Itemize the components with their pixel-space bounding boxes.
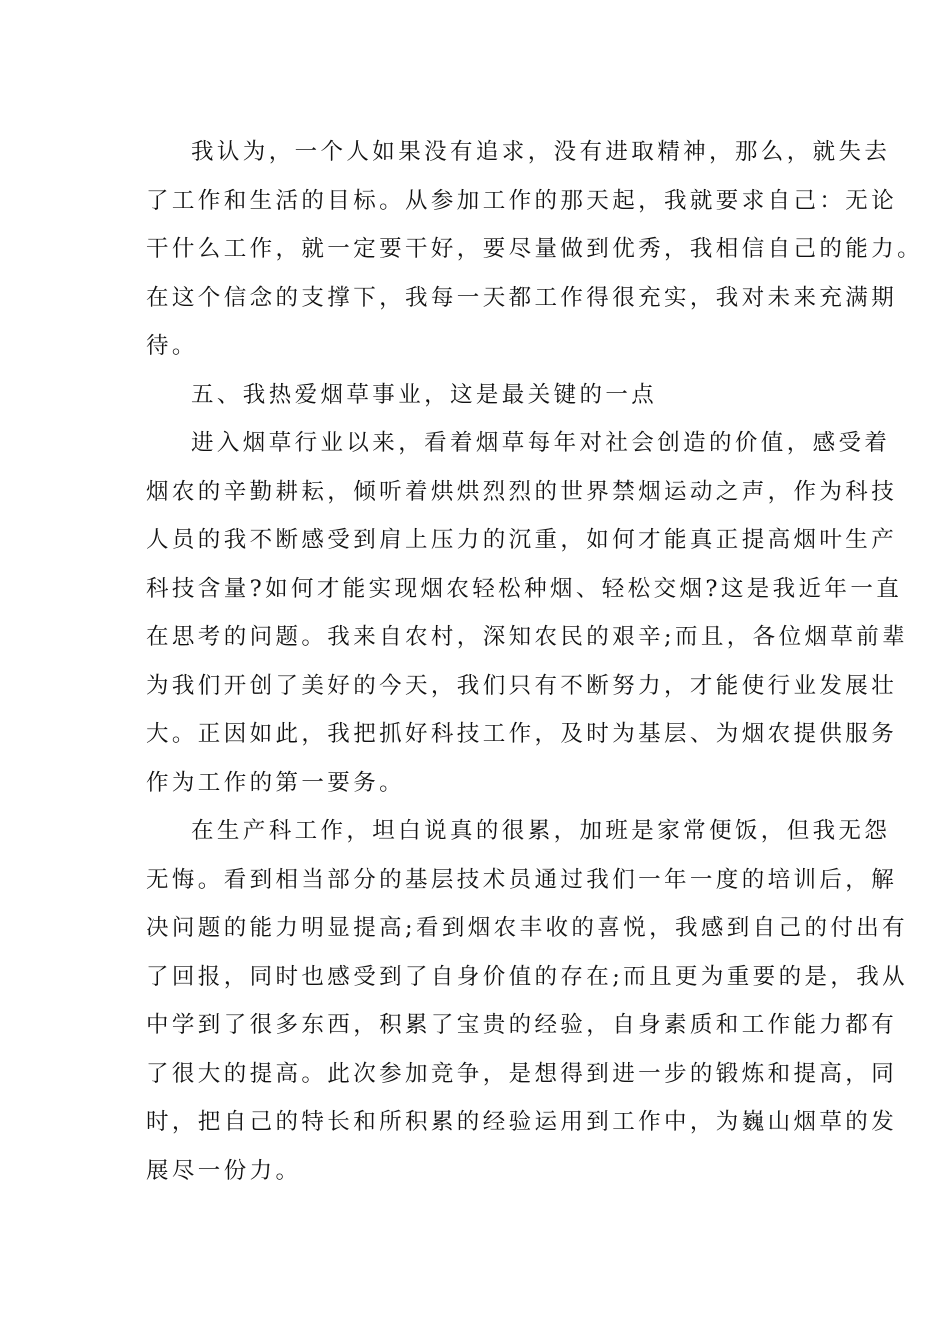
text-line: 时，把自己的特长和所积累的经验运用到工作中，为巍山烟草的发	[146, 1109, 898, 1135]
text-line: 展尽一份力。	[146, 1157, 302, 1184]
section-heading	[146, 371, 810, 420]
text-line: 了工作和生活的目标。从参加工作的那天起，我就要求自己：无论	[146, 187, 898, 214]
heading-line: 五、我热爱烟草事业，这是最关键的一点	[191, 381, 658, 408]
text-line: 干什么工作，就一定要干好，要尽量做到优秀，我相信自己的能力。	[146, 236, 924, 262]
text-line: 了很大的提高。此次参加竞争，是想得到进一步的锻炼和提高，同	[146, 1060, 898, 1087]
paragraph	[146, 128, 924, 371]
text-line: 烟农的辛勤耕耘，倾听着烘烘烈烈的世界禁烟运动之声，作为科技	[146, 478, 898, 505]
text-line: 待。	[146, 333, 198, 359]
text-line: 人员的我不断感受到肩上压力的沉重，如何才能真正提高烟叶生产	[146, 527, 898, 553]
text-line: 进入烟草行业以来，看着烟草每年对社会创造的价值，感受着	[191, 430, 891, 456]
text-line: 在这个信念的支撑下，我每一天都工作得很充实，我对未来充满期	[146, 284, 898, 311]
text-line: 我认为，一个人如果没有追求，没有进取精神，那么，就失去	[191, 139, 891, 165]
text-line: 决问题的能力明显提高;看到烟农丰收的喜悦，我感到自己的付出有	[146, 915, 909, 941]
text-line: 在思考的问题。我来自农村，深知农民的艰辛;而且，各位烟草前辈	[146, 624, 909, 650]
text-line: 在生产科工作，坦白说真的很累，加班是家常便饭，但我无怨	[191, 818, 891, 844]
text-line: 科技含量?如何才能实现烟农轻松种烟、轻松交烟?这是我近年一直	[146, 575, 903, 602]
text-line: 作为工作的第一要务。	[146, 769, 406, 796]
text-line: 了回报，同时也感受到了自身价值的存在;而且更为重要的是，我从	[146, 963, 909, 990]
document-body	[146, 128, 924, 1195]
text-line: 大。正因如此，我把抓好科技工作，及时为基层、为烟农提供服务	[146, 721, 898, 747]
text-line: 无悔。看到相当部分的基层技术员通过我们一年一度的培训后，解	[146, 866, 898, 893]
paragraph	[146, 807, 909, 1195]
text-line: 中学到了很多东西，积累了宝贵的经验，自身素质和工作能力都有	[146, 1012, 898, 1038]
paragraph	[146, 419, 909, 807]
text-line: 为我们开创了美好的今天，我们只有不断努力，才能使行业发展壮	[146, 672, 898, 699]
